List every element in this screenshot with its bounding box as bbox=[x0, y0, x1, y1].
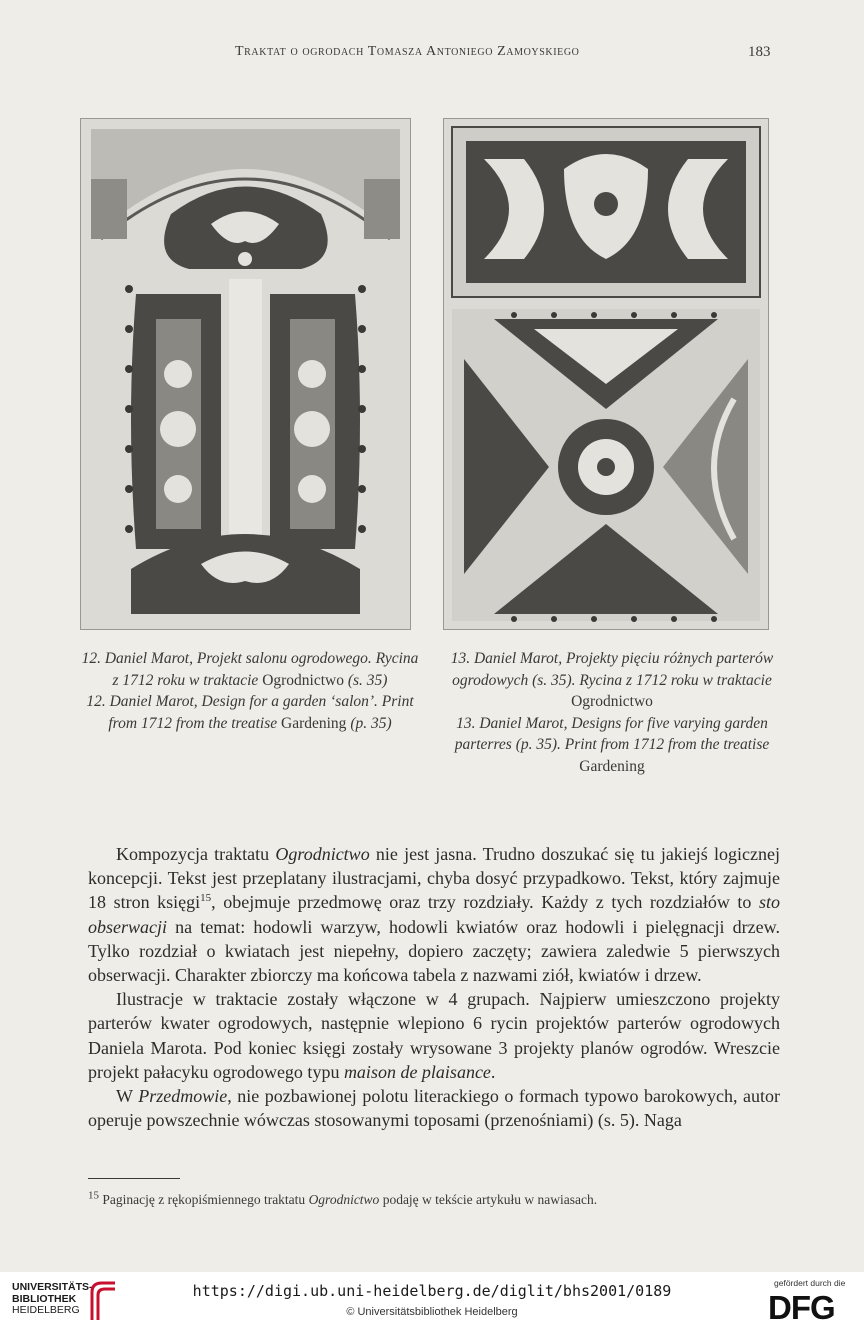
paragraph-2 bbox=[88, 987, 780, 1084]
p3-text-a: W bbox=[116, 1086, 139, 1107]
garden-salon-illustration bbox=[81, 119, 410, 629]
library-line-2: BIBLIOTHEK bbox=[12, 1292, 77, 1305]
p2-text-a: Ilustracje w traktacie zostały włączone w 4 grupach. Najpierw umieszczono projekty parterów kwater ogrodowych, następnie wlepiono 6 rycin projektów parterów ogrodowych Daniela Marota. Pod koniec księgi zostały wrysowane 3 projekty planów ogrodów. Wreszcie projekt pałacyku ogrodowego typu bbox=[88, 989, 780, 1082]
figure-13-caption bbox=[434, 648, 790, 777]
footnote-text-a: Paginację z rękopiśmiennego traktatu bbox=[99, 1192, 309, 1207]
p2-text-c: . bbox=[490, 1061, 496, 1082]
p1-text-d: , obejmuje przedmowę oraz trzy rozdziały. Każdy z tych rozdziałów to bbox=[211, 892, 759, 913]
figure-12-garden-salon-engraving bbox=[80, 118, 411, 630]
library-line-1: UNIVERSITÄTS- bbox=[12, 1281, 93, 1293]
parterres-illustration bbox=[444, 119, 768, 629]
paragraph-3 bbox=[88, 1084, 780, 1132]
caption-12-pl-title: Ogrodnictwo bbox=[262, 671, 344, 689]
caption-12-pl-page: (s. 35) bbox=[347, 671, 388, 689]
library-line-3: HEIDELBERG bbox=[12, 1304, 80, 1316]
footnote-divider bbox=[88, 1178, 180, 1179]
caption-13-pl-title: Ogrodnictwo bbox=[571, 693, 653, 710]
copyright-notice: © Universitätsbibliothek Heidelberg bbox=[346, 1306, 518, 1318]
digitization-footer bbox=[0, 1272, 864, 1330]
running-head bbox=[0, 44, 864, 64]
p1-text-c: nie jest jasna. Trudno doszukać się tu jakiejś logicznej koncepcji. Tekst jest przeplatany ilustracjami, chyba dosyć przypadkowo. Tekst, który zajmuje 18 stron księgi bbox=[88, 844, 780, 913]
figure-12-caption bbox=[80, 648, 420, 734]
permalink-url[interactable]: https://digi.ub.uni-heidelberg.de/diglit/bhs2001/0189 bbox=[192, 1282, 672, 1300]
caption-12-en-text: 12. Daniel Marot, Design for a garden ‘salon’. Print from 1712 from the treatise bbox=[86, 693, 414, 732]
footnote-ref-15[interactable]: 15 bbox=[200, 892, 212, 905]
p3-text-c: , nie pozbawionej polotu literackiego o formach typowo barokowych, autor operuje powszechnie wówczas stosowanymi toposami (przenośniami) (s. 5). Naga bbox=[88, 1086, 780, 1131]
running-title: Traktat o ogrodach Tomasza Antoniego Zamoyskiego bbox=[235, 44, 580, 59]
paragraph-1 bbox=[88, 842, 780, 987]
footnote-number: 15 bbox=[88, 1189, 99, 1202]
p1-text-f: na temat: hodowli warzyw, hodowli kwiatów oraz hodowli i pielęgnacji drzew. Tylko rozdział o kwiatach jest niepełny, dopiero zaczęty; zawiera zaledwie 5 pierwszych obserwacji. Charakter zbiorczy ma końcowa tabela z nazwami ziół, kwiatów i drzew. bbox=[88, 916, 780, 986]
article-body bbox=[88, 842, 780, 1132]
p1-text-a: Kompozycja traktatu bbox=[116, 844, 276, 864]
p2-italic-b: maison de plaisance bbox=[343, 1061, 491, 1082]
p3-italic-b: Przedmowie bbox=[138, 1086, 228, 1107]
footnote-15 bbox=[88, 1191, 788, 1209]
dfg-logo: DFG bbox=[768, 1289, 835, 1326]
caption-12-en-page: (p. 35) bbox=[350, 714, 392, 732]
caption-13-en-text: 13. Daniel Marot, Designs for five varying garden parterres (p. 35). Print from 1712 from the treatise bbox=[454, 714, 770, 753]
figure-13-parterres-engraving bbox=[443, 118, 769, 630]
p1-italic-e: sto obserwacji bbox=[88, 892, 780, 937]
footnote-text-c: podaję w tekście artykułu w nawiasach. bbox=[379, 1192, 598, 1207]
footnote-italic-title: Ogrodnictwo bbox=[308, 1192, 380, 1207]
page-number: 183 bbox=[748, 44, 771, 60]
p1-title-italic: Ogrodnictwo bbox=[275, 844, 370, 864]
caption-13-pl-text: 13. Daniel Marot, Projekty pięciu różnych parterów ogrodowych (s. 35). Rycina z 1712 roku w traktacie bbox=[450, 650, 774, 689]
caption-12-en-title: Gardening bbox=[281, 714, 347, 732]
caption-12-pl-text: 12. Daniel Marot, Projekt salonu ogrodowego. Rycina z 1712 roku w traktacie bbox=[81, 650, 419, 689]
caption-13-en-title: Gardening bbox=[579, 757, 645, 775]
funded-by-label: gefördert durch die bbox=[774, 1278, 846, 1288]
